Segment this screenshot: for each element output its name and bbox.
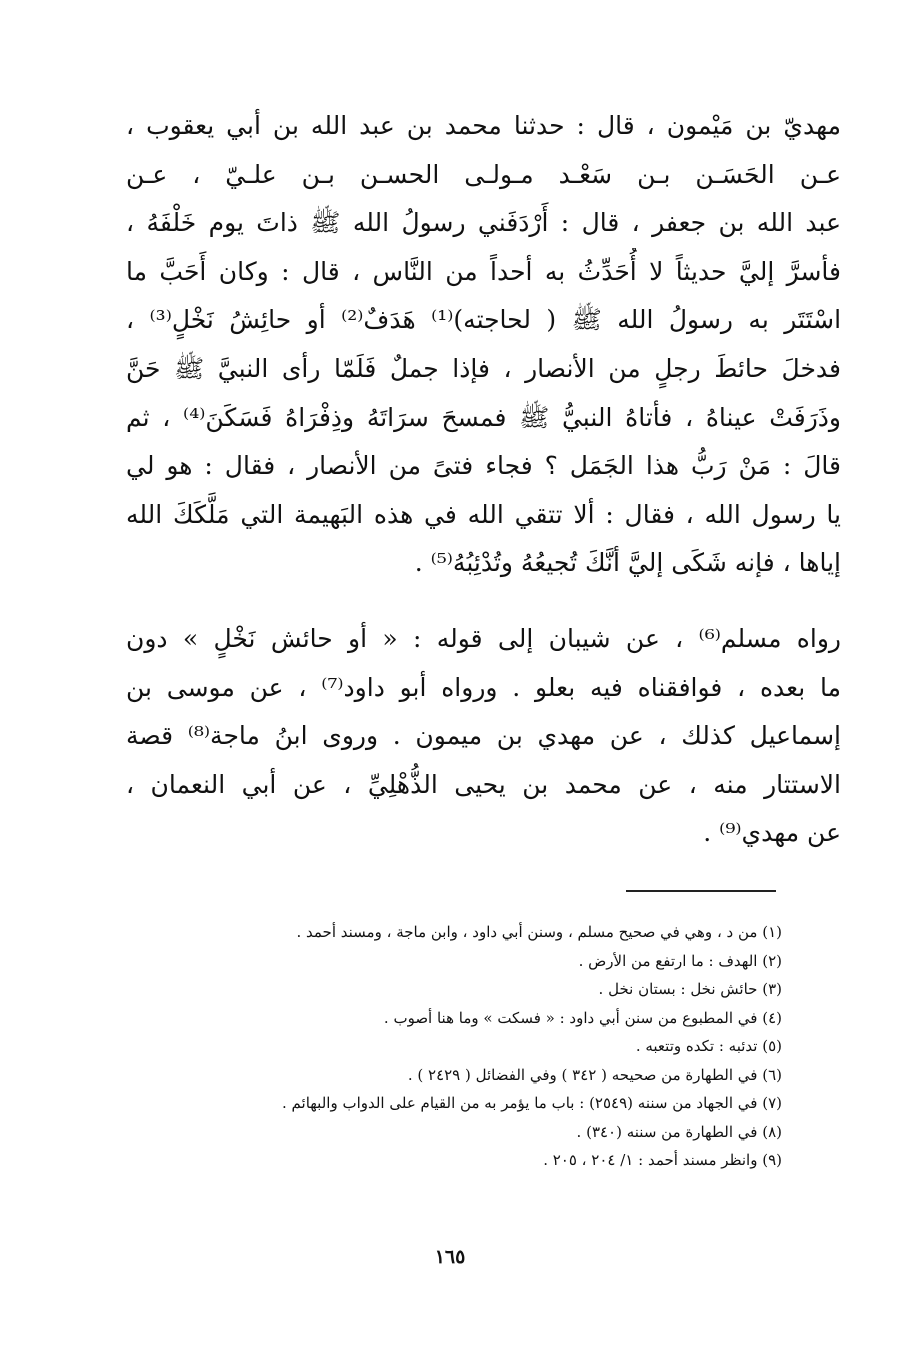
footnote-8: (٨) في الطهارة من سننه (٣٤٠) . [576,1122,782,1141]
text-line: وذَرَفَتْ عيناهُ ، فأتاهُ النبيُّ ﷺ فمسحَ سرَاتَهُ وذِفْرَاهُ فَسَكَنَ⁽⁴⁾ ، ثم [126,402,841,432]
main-paragraph-2 [126,615,841,858]
text-line: فأسرَّ إليَّ حديثاً لا أُحَدِّثُ به أحداً من النَّاس ، قال : وكان أَحَبَّ ما [126,256,841,286]
footnote-7: (٧) في الجهاد من سننه (٢٥٤٩) : باب ما يؤمر به من القيام على الدواب والبهائم . [282,1094,782,1112]
text-line: رواه مسلم⁽⁶⁾ ، عن شيبان إلى قوله : « أو حائش نَخْلٍ » دون [126,624,841,653]
footnote-3: (٣) حائش نخل : بستان نخل . [598,980,782,998]
text-line: عبد الله بن جعفر ، قال : أَرْدَفَني رسولُ الله ﷺ ذاتَ يوم خَلْفَهُ ، [126,208,841,238]
footnote-9: (٩) وانظر مسند أحمد : ١/ ٢٠٤ ، ٢٠٥ . [543,1151,782,1169]
footnote-5: (٥) تدئبه : تكده وتتعبه . [635,1037,782,1055]
text-line: عـن الحَسَـن بـن سَعْـد مـولـى الحسـن بـن علـيّ ، عـن [126,159,841,189]
text-line: إياها ، فإنه شَكَى إليَّ أنَّكَ تُجيعُهُ وتُدْئِبُهُ⁽⁵⁾ . [414,548,841,578]
main-paragraph-1 [126,102,841,588]
text-line: فدخلَ حائطَ رجلٍ من الأنصار ، فإذا جملٌ فَلَمّا رأى النبيَّ ﷺ حَنَّ [126,353,841,383]
footnote-6: (٦) في الطهارة من صحيحه ( ٣٤٢ ) وفي الفضائل ( ٢٤٢٩ ) . [407,1065,782,1084]
footnote-4: (٤) في المطبوع من سنن أبي داود : « فسكت » وما هنا أصوب . [383,1008,782,1027]
footnote-2: (٢) الهدف : ما ارتفع من الأرض . [578,951,782,970]
footnote-divider [626,890,776,892]
text-line: إسماعيل كذلك ، عن مهدي بن ميمون . وروى ابنُ ماجة⁽⁸⁾ قصة [126,721,841,751]
footnote-1: (١) من د ، وهي في صحيح مسلم ، وسنن أبي داود ، وابن ماجة ، ومسند أحمد . [296,923,782,941]
text-line: اسْتَتَر به رسولُ الله ﷺ ( لحاجته)⁽¹⁾ هَدَفٌ⁽²⁾ أو حائِشُ نَخْلٍ⁽³⁾ ، [126,305,841,335]
text-line: قالَ : مَنْ رَبُّ هذا الجَمَل ؟ فجاء فتىً من الأنصار ، فقال : هو لي [126,451,841,481]
text-line: عن مهدي⁽⁹⁾ . [703,818,841,848]
page-number: ١٦٥ [434,1246,466,1268]
footnotes-section [130,918,782,1175]
text-line: ما بعده ، فوافقناه فيه بعلو . ورواه أبو داود⁽⁷⁾ ، عن موسى بن [126,672,841,702]
text-line: يا رسول الله ، فقال : ألا تتقي الله في هذه البَهيمة التي مَلَّكَكَ الله [126,499,841,529]
text-line: الاستتار منه ، عن محمد بن يحيى الذُّهْلِيِّ ، عن أبي النعمان ، [126,769,841,799]
text-line: مهديّ بن مَيْمون ، قال : حدثنا محمد بن عبد الله بن أبي يعقوب ، [126,111,841,140]
